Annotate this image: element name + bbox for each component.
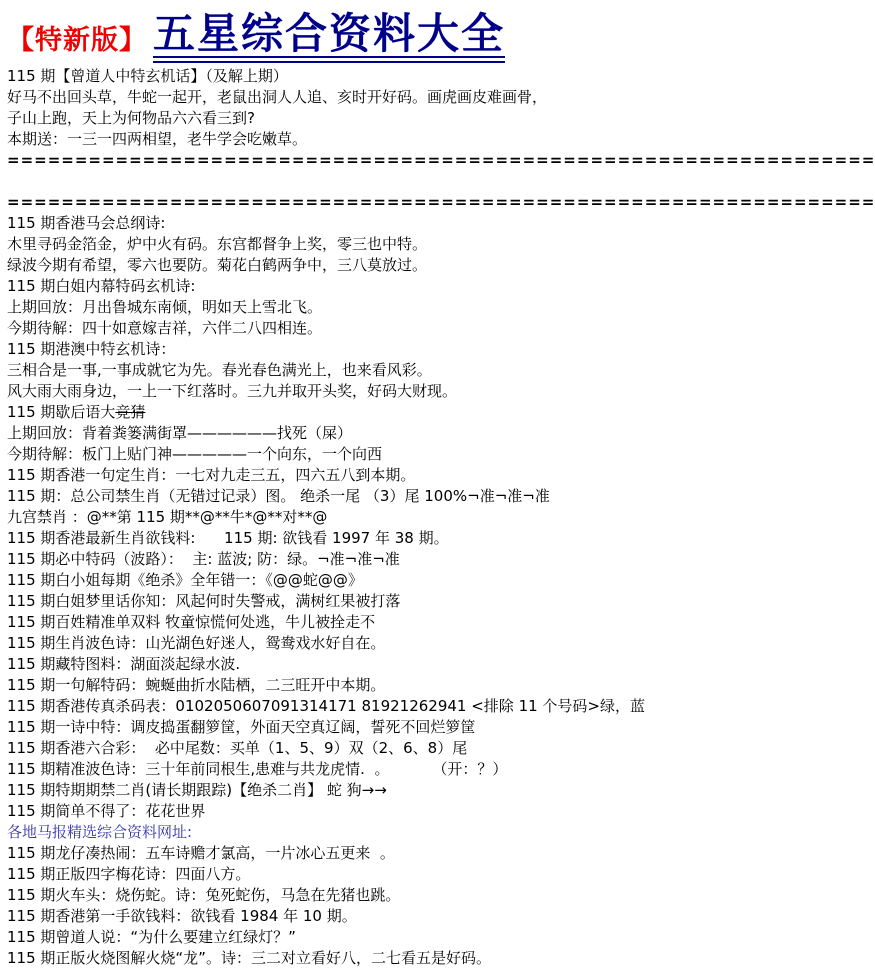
- text-line: 115 期香港六合彩： 必中尾数：买单（1、5、9）双（2、6、8）尾: [7, 739, 468, 757]
- text-line: 115 期歇后语大竞猜: [7, 403, 146, 421]
- page-header: [7, 5, 713, 63]
- text-line: 三相合是一事,一事成就它为先。春光春色满光上，也来看风彩。: [7, 361, 432, 379]
- text-line: 子山上跑，天上为何物品六六看三到?: [7, 109, 255, 127]
- text-line: 115 期百姓精准单双料 牧童惊慌何处逃，牛儿被拴走不: [7, 613, 376, 631]
- text-line: 115 期火车头：烧伤蛇。诗：兔死蛇伤，马急在先猪也跳。: [7, 886, 401, 904]
- text-line: 115 期简单不得了：花花世界: [7, 802, 206, 820]
- text-line: 115 期白小姐每期《绝杀》全年错一：《@@蛇@@》: [7, 571, 363, 589]
- text-line: 115 期香港第一手欲钱料：欲钱看 1984 年 10 期。: [7, 907, 357, 925]
- text-line: 115 期龙仔凑热闹：五车诗赡才氯高，一片冰心五更来 。: [7, 844, 395, 862]
- content-lines: [7, 66, 875, 969]
- text-line: 本期送：一三一四两相望，老牛学会吃嫩草。: [7, 130, 308, 148]
- text-line: 木里寻码金箔金，炉中火有码。东宫都督争上奖，零三也中特。: [7, 235, 428, 253]
- edition-badge: 【特新版】: [7, 25, 147, 56]
- text-line: 115 期：总公司禁生肖（无错过记录）图。 绝杀一尾 （3）尾 100%¬准¬准¬准: [7, 487, 550, 505]
- text-line: 115 期正版四字梅花诗：四面八方。: [7, 865, 251, 883]
- divider-line: ================================================================: [7, 151, 875, 169]
- divider-line: ================================================================: [7, 193, 875, 211]
- text-line: 今期待解：四十如意嫁吉祥，六伴二八四相连。: [7, 319, 323, 337]
- text-line: 115 期白姐梦里话你知：风起何时失警戒，满树红果被打落: [7, 592, 401, 610]
- text-line: 115 期一句解特码：蜿蜒曲折水陆栖，二三旺开中本期。: [7, 676, 386, 694]
- text-line: 好马不出回头草，牛蛇一起开，老鼠出洞人人追、亥时开好码。画虎画皮难画骨，: [7, 88, 548, 106]
- links-section-heading: 各地马报精选综合资料网址:: [7, 823, 193, 841]
- text-line: 115 期精准波色诗：三十年前同根生,患难与共龙虎情. 。 （开：？）: [7, 760, 508, 778]
- text-line: 115 期【曾道人中特玄机话】（及解上期）: [7, 67, 288, 85]
- text-line: 115 期藏特图料：湖面淡起绿水波.: [7, 655, 241, 673]
- text-line: 上期回放：月出鲁城东南倾，明如天上雪北飞。: [7, 298, 323, 316]
- text-line: 115 期曾道人说：“为什么要建立红绿灯？”: [7, 928, 296, 946]
- blank-line: [7, 171, 713, 192]
- text-line: 115 期白姐内幕特码玄机诗:: [7, 277, 196, 295]
- text-line: 115 期一诗中特：调皮捣蛋翻箩筐，外面天空真辽阔，誓死不回烂箩筐: [7, 718, 476, 736]
- text-line: 115 期正版火烧图解火烧“龙”。诗：三二对立看好八，二七看五是好码。: [7, 949, 491, 967]
- text-line: 今期待解：板门上贴门神—————一个向东，一个向西: [7, 445, 383, 463]
- text-line: 115 期香港传真杀码表：0102050607091314171 81921262941 <排除 11 个号码>绿，蓝: [7, 697, 645, 715]
- text-line: 115 期香港最新生肖欲钱料: 115 期: 欲钱看 1997 年 38 期。: [7, 529, 449, 547]
- strikethrough-text: 竞猜: [115, 403, 146, 421]
- page-title: 五星综合资料大全: [153, 13, 505, 63]
- text-line: 绿波今期有希望，零六也要防。菊花白鹤两争中，三八莫放过。: [7, 256, 428, 274]
- text-line: 115 期香港马会总纲诗:: [7, 214, 166, 232]
- text-line: 风大雨大雨身边，一上一下红落时。三九并取开头奖，好码大财现。: [7, 382, 458, 400]
- text-line: 115 期生肖波色诗：山光湖色好迷人，鸳鸯戏水好自在。: [7, 634, 386, 652]
- text-line: 115 期必中特码（波路）： 主: 蓝波; 防：绿。¬准¬准¬准: [7, 550, 400, 568]
- text-line: 九宫禁肖 ：@**第 115 期**@**牛*@**对**@: [7, 508, 328, 526]
- text-line: 115 期港澳中特玄机诗：: [7, 340, 176, 358]
- text-line: 115 期特期期禁二肖(请长期跟踪)【绝杀二肖】 蛇 狗→→: [7, 781, 387, 799]
- text-line: 上期回放：背着粪篓满街罩——————找死（屎）: [7, 424, 353, 442]
- text-line: 115 期香港一句定生肖：一七对九走三五，四六五八到本期。: [7, 466, 416, 484]
